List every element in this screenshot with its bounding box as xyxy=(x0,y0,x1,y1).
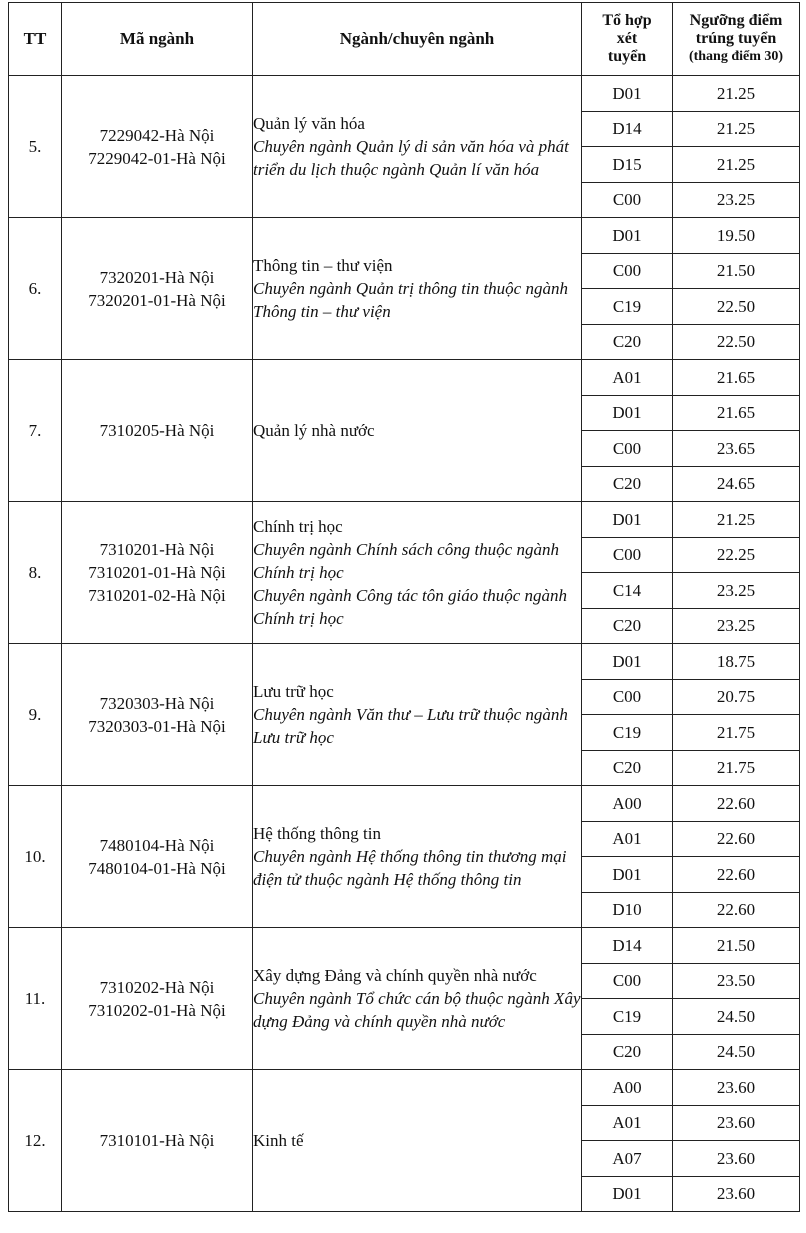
table-row xyxy=(9,218,800,254)
subject-combination: C00 xyxy=(582,679,673,715)
header-combo-line2: xét xyxy=(616,30,638,47)
specialization: Chuyên ngành Công tác tôn giáo thuộc ngành Chính trị học xyxy=(253,586,568,628)
cutoff-score: 23.60 xyxy=(673,1105,800,1141)
specialization: Chuyên ngành Tổ chức cán bộ thuộc ngành Xây dựng Đảng và chính quyền nhà nước xyxy=(253,989,581,1031)
cutoff-score: 22.60 xyxy=(673,786,800,822)
cutoff-score: 22.25 xyxy=(673,537,800,573)
major-code: 7229042-01-Hà Nội xyxy=(88,148,226,168)
major-code: 7480104-01-Hà Nội xyxy=(88,858,226,878)
subject-combination: D01 xyxy=(582,502,673,538)
major-code-cell xyxy=(62,928,253,1070)
subject-combination: C20 xyxy=(582,1034,673,1070)
row-number: 9. xyxy=(9,644,62,786)
major-code-cell xyxy=(62,218,253,360)
specialization: Chuyên ngành Văn thư – Lưu trữ thuộc ngành Lưu trữ học xyxy=(253,705,568,747)
row-number: 5. xyxy=(9,76,62,218)
cutoff-score: 21.50 xyxy=(673,253,800,289)
major-name: Hệ thống thông tin xyxy=(253,824,381,843)
major-code: 7480104-Hà Nội xyxy=(99,835,215,855)
major-cell xyxy=(253,76,582,218)
subject-combination: A00 xyxy=(582,786,673,822)
cutoff-score: 18.75 xyxy=(673,644,800,680)
row-number: 12. xyxy=(9,1070,62,1212)
row-number: 8. xyxy=(9,502,62,644)
subject-combination: D01 xyxy=(582,76,673,112)
major-cell xyxy=(253,218,582,360)
table-row xyxy=(9,644,800,680)
cutoff-score: 23.25 xyxy=(673,608,800,644)
cutoff-score: 22.60 xyxy=(673,857,800,893)
specialization: Chuyên ngành Quản trị thông tin thuộc ngành Thông tin – thư viện xyxy=(253,279,568,321)
cutoff-score: 21.25 xyxy=(673,147,800,183)
major-code-cell xyxy=(62,502,253,644)
cutoff-score: 23.25 xyxy=(673,573,800,609)
cutoff-score: 24.65 xyxy=(673,466,800,502)
major-code-cell xyxy=(62,644,253,786)
header-score-line3: (thang điểm 30) xyxy=(688,49,784,64)
major-code: 7229042-Hà Nội xyxy=(99,125,215,145)
cutoff-score: 22.50 xyxy=(673,289,800,325)
major-code-cell xyxy=(62,786,253,928)
header-combo xyxy=(582,3,673,76)
major-cell xyxy=(253,1070,582,1212)
subject-combination: C20 xyxy=(582,608,673,644)
major-code: 7310201-01-Hà Nội xyxy=(88,563,226,582)
major-code: 7320201-Hà Nội xyxy=(99,267,215,287)
table-row xyxy=(9,76,800,112)
cutoff-score: 23.50 xyxy=(673,963,800,999)
specialization: Chuyên ngành Chính sách công thuộc ngành Chính trị học xyxy=(253,540,559,582)
cutoff-score: 23.60 xyxy=(673,1176,800,1212)
subject-combination: D01 xyxy=(582,218,673,254)
cutoff-score: 19.50 xyxy=(673,218,800,254)
major-cell xyxy=(253,360,582,502)
major-code: 7310201-Hà Nội xyxy=(99,540,215,559)
subject-combination: C20 xyxy=(582,750,673,786)
specialization: Chuyên ngành Hệ thống thông tin thương mại điện tử thuộc ngành Hệ thống thông tin xyxy=(253,847,567,889)
subject-combination: C00 xyxy=(582,431,673,467)
cutoff-score: 21.65 xyxy=(673,395,800,431)
header-combo-line1: Tổ hợp xyxy=(602,12,652,29)
subject-combination: D14 xyxy=(582,111,673,147)
subject-combination: A01 xyxy=(582,821,673,857)
subject-combination: D01 xyxy=(582,395,673,431)
table-row xyxy=(9,502,800,538)
cutoff-score: 23.65 xyxy=(673,431,800,467)
cutoff-score: 21.25 xyxy=(673,111,800,147)
major-code: 7310201-02-Hà Nội xyxy=(88,586,226,605)
header-score-line1: Ngưỡng điểm xyxy=(689,12,783,29)
subject-combination: D10 xyxy=(582,892,673,928)
major-code-cell xyxy=(62,76,253,218)
subject-combination: C14 xyxy=(582,573,673,609)
major-code: 7310101-Hà Nội xyxy=(99,1131,215,1150)
row-number: 7. xyxy=(9,360,62,502)
subject-combination: C20 xyxy=(582,324,673,360)
major-code: 7320303-01-Hà Nội xyxy=(88,716,226,736)
cutoff-score: 21.65 xyxy=(673,360,800,396)
specialization: Chuyên ngành Quản lý di sản văn hóa và phát triển du lịch thuộc ngành Quản lí văn hóa xyxy=(253,137,569,179)
header-combo-line3: tuyển xyxy=(607,48,647,65)
major-cell xyxy=(253,786,582,928)
cutoff-score: 22.60 xyxy=(673,821,800,857)
subject-combination: C00 xyxy=(582,253,673,289)
major-name: Chính trị học xyxy=(253,517,343,536)
major-code: 7310202-01-Hà Nội xyxy=(88,1000,226,1020)
row-number: 6. xyxy=(9,218,62,360)
row-number: 11. xyxy=(9,928,62,1070)
cutoff-score: 23.60 xyxy=(673,1070,800,1106)
major-cell xyxy=(253,502,582,644)
subject-combination: A01 xyxy=(582,1105,673,1141)
major-name: Thông tin – thư viện xyxy=(253,256,393,275)
subject-combination: D14 xyxy=(582,928,673,964)
cutoff-score: 22.60 xyxy=(673,892,800,928)
major-code-cell xyxy=(62,360,253,502)
table-row xyxy=(9,360,800,396)
admission-score-table xyxy=(8,2,800,1212)
cutoff-score: 21.75 xyxy=(673,750,800,786)
cutoff-score: 22.50 xyxy=(673,324,800,360)
cutoff-score: 24.50 xyxy=(673,999,800,1035)
major-code: 7320303-Hà Nội xyxy=(99,693,215,713)
subject-combination: C00 xyxy=(582,182,673,218)
subject-combination: C00 xyxy=(582,963,673,999)
table-row xyxy=(9,786,800,822)
header-score-line2: trúng tuyển xyxy=(695,30,777,47)
subject-combination: D01 xyxy=(582,857,673,893)
header-tt: TT xyxy=(9,3,62,76)
major-name: Quản lý nhà nước xyxy=(253,421,375,440)
header-code: Mã ngành xyxy=(62,3,253,76)
table-body xyxy=(9,76,800,1212)
subject-combination: D15 xyxy=(582,147,673,183)
major-code: 7310202-Hà Nội xyxy=(99,977,215,997)
major-code-cell xyxy=(62,1070,253,1212)
subject-combination: A01 xyxy=(582,360,673,396)
cutoff-score: 23.25 xyxy=(673,182,800,218)
subject-combination: C19 xyxy=(582,999,673,1035)
subject-combination: C19 xyxy=(582,715,673,751)
subject-combination: D01 xyxy=(582,644,673,680)
major-code: 7320201-01-Hà Nội xyxy=(88,290,226,310)
cutoff-score: 21.25 xyxy=(673,76,800,112)
subject-combination: C20 xyxy=(582,466,673,502)
header-score xyxy=(673,3,800,76)
subject-combination: A07 xyxy=(582,1141,673,1177)
table-header-row xyxy=(9,3,800,76)
cutoff-score: 21.50 xyxy=(673,928,800,964)
major-name: Kinh tế xyxy=(253,1131,304,1150)
subject-combination: A00 xyxy=(582,1070,673,1106)
row-number: 10. xyxy=(9,786,62,928)
major-cell xyxy=(253,644,582,786)
cutoff-score: 24.50 xyxy=(673,1034,800,1070)
major-name: Lưu trữ học xyxy=(253,682,334,701)
major-name: Quản lý văn hóa xyxy=(253,114,365,133)
subject-combination: D01 xyxy=(582,1176,673,1212)
subject-combination: C19 xyxy=(582,289,673,325)
major-name: Xây dựng Đảng và chính quyền nhà nước xyxy=(253,966,537,985)
major-code: 7310205-Hà Nội xyxy=(99,421,215,440)
major-cell xyxy=(253,928,582,1070)
cutoff-score: 21.25 xyxy=(673,502,800,538)
subject-combination: C00 xyxy=(582,537,673,573)
table-row xyxy=(9,928,800,964)
cutoff-score: 23.60 xyxy=(673,1141,800,1177)
cutoff-score: 20.75 xyxy=(673,679,800,715)
header-major: Ngành/chuyên ngành xyxy=(253,3,582,76)
table-row xyxy=(9,1070,800,1106)
cutoff-score: 21.75 xyxy=(673,715,800,751)
